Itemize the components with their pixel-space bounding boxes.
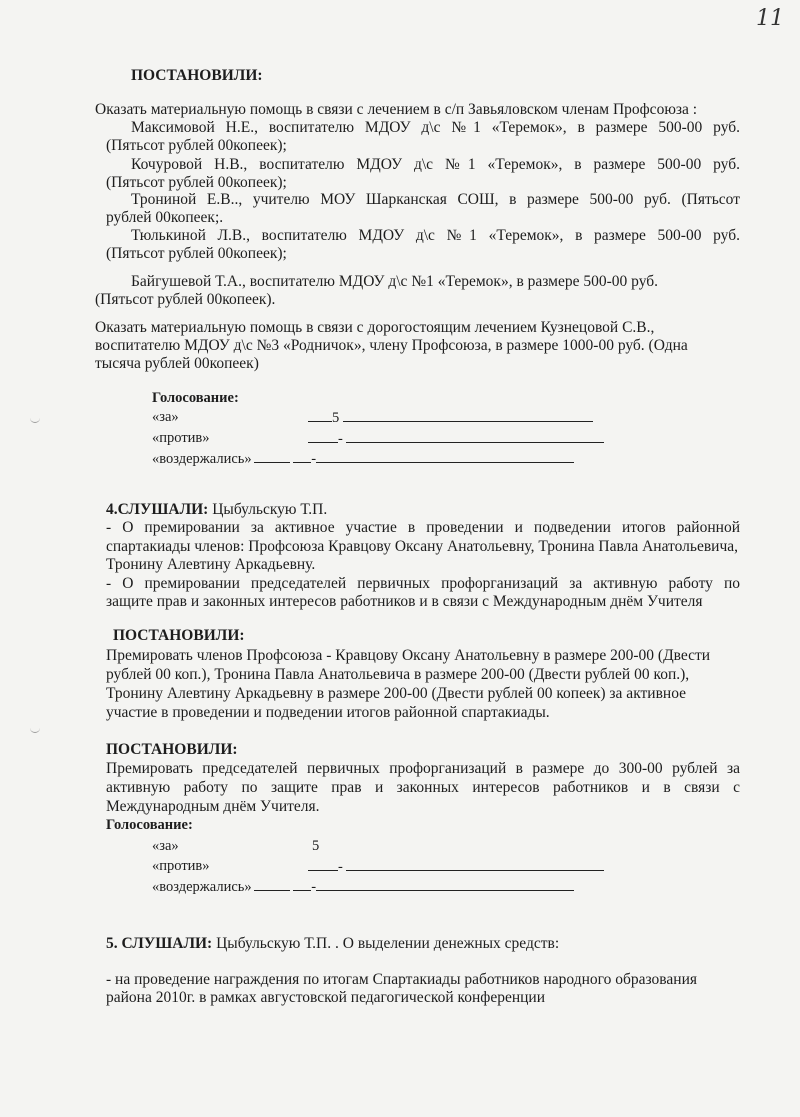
- paragraph-line: защите прав и законных интересов работников и в связи с Международным днём Учителя: [106, 593, 703, 610]
- vote-for-label: «за»: [152, 838, 179, 854]
- vote-abstain-value: -: [311, 451, 317, 467]
- page-number: 11: [756, 6, 784, 31]
- margin-mark: [30, 728, 40, 733]
- vote-line: [254, 450, 290, 463]
- vote-against-label: «против»: [152, 430, 210, 446]
- paragraph-line: спартакиады членов: Профсоюза Кравцову Оксану Анатольевну, Тронина Павла Анатольевича,: [106, 538, 739, 555]
- vote-line: [316, 450, 574, 463]
- vote-for-row: [308, 409, 593, 427]
- vote-abstain-value: -: [311, 879, 317, 895]
- vote-abstain-label: «воздержались»: [152, 451, 252, 467]
- vote-heading: Голосование:: [106, 817, 193, 833]
- vote-for-value: 5: [332, 410, 340, 426]
- vote-line: [308, 409, 332, 422]
- section-heading: ПОСТАНОВИЛИ:: [113, 627, 245, 644]
- vote-line: [293, 450, 311, 463]
- heard-label: СЛУШАЛИ:: [117, 501, 209, 518]
- vote-line: [254, 878, 290, 891]
- vote-line: [346, 858, 604, 871]
- list-item-line: рублей 00копеек;.: [106, 209, 224, 226]
- paragraph-line: участие в проведении и подведении итогов районной спартакиады.: [106, 704, 550, 721]
- list-item-line: (Пятьсот рублей 00копеек);: [106, 137, 287, 154]
- list-item-line: Кочуровой Н.В., воспитателю МДОУ д\с №1 «Теремок», в размере 500-00 руб.: [131, 156, 740, 173]
- vote-against-row: [308, 858, 604, 876]
- list-item-line: Максимовой Н.Е., воспитателю МДОУ д\с №1 «Теремок», в размере 500-00 руб.: [131, 119, 740, 136]
- vote-line: [308, 430, 338, 443]
- paragraph-line: Премировать председателей первичных профорганизаций в размере до 300-00 рублей за: [106, 760, 740, 777]
- vote-line: [316, 878, 574, 891]
- vote-line: [308, 858, 338, 871]
- paragraph-line: - О премировании за активное участие в проведении и подведении итогов районной: [106, 519, 740, 536]
- vote-against-value: -: [338, 431, 343, 447]
- section-heading: ПОСТАНОВИЛИ:: [131, 67, 263, 84]
- paragraph-line: - О премировании председателей первичных профорганизаций за активную работу по: [106, 575, 740, 592]
- paragraph-line: района 2010г. в рамках августовской педагогической конференции: [106, 989, 546, 1006]
- paragraph-line: Международным днём Учителя.: [106, 798, 320, 815]
- vote-heading: Голосование:: [152, 390, 239, 406]
- section-4-heard: [106, 500, 327, 519]
- section-intro: [95, 100, 697, 119]
- vote-against-value: -: [338, 859, 343, 875]
- paragraph-line: тысяча рублей 00копеек): [95, 355, 259, 372]
- list-item-line: (Пятьсот рублей 00копеек);: [106, 174, 287, 191]
- vote-against-row: [308, 430, 604, 448]
- paragraph-line: рублей 00 коп.), Тронина Павла Анатольевича в размере 200-00 (Двести рублей 00 коп.),: [106, 666, 690, 683]
- vote-abstain-label: «воздержались»: [152, 879, 252, 895]
- vote-line: [346, 430, 604, 443]
- list-item-line: (Пятьсот рублей 00копеек);: [106, 245, 287, 262]
- list-item-line: Тюлькиной Л.В., воспитателю МДОУ д\с №1 «Теремок», в размере 500-00 руб.: [131, 227, 740, 244]
- list-item-line: Трониной Е.В.., учителю МОУ Шарканская СОШ, в размере 500-00 руб. (Пятьсот: [131, 191, 740, 208]
- vote-for-label: «за»: [152, 409, 179, 425]
- margin-mark: [30, 418, 40, 423]
- paragraph-line: Тронину Алевтину Аркадьевну.: [106, 556, 316, 573]
- section-heading: ПОСТАНОВИЛИ:: [106, 741, 238, 758]
- list-item-line: Байгушевой Т.А., воспитателю МДОУ д\с №1 «Теремок», в размере 500-00 руб.: [131, 273, 659, 290]
- paragraph-line: Оказать материальную помощь в связи с дорогостоящим лечением Кузнецовой С.В.,: [95, 319, 655, 336]
- paragraph-line: активную работу по защите прав и законных интересов работников и в связи с: [106, 779, 740, 796]
- vote-line: [293, 878, 311, 891]
- section-number: 4.: [106, 501, 118, 518]
- section-intro-text: Оказать материальную помощь в связи с лечением в с/п Завьяловском членам Профсоюза :: [95, 101, 698, 118]
- paragraph-line: Премировать членов Профсоюза - Кравцову Оксану Анатольевну в размере 200-00 (Двести: [106, 647, 711, 664]
- vote-abstain-row: [152, 450, 574, 468]
- paragraph-line: - на проведение награждения по итогам Спартакиады работников народного образования: [106, 971, 697, 988]
- heard-text: Цыбульскую Т.П. . О выделении денежных средств:: [216, 935, 560, 952]
- paragraph-line: воспитателю МДОУ д\с №3 «Родничок», члену Профсоюза, в размере 1000-00 руб. (Одна: [95, 337, 688, 354]
- vote-against-label: «против»: [152, 858, 210, 874]
- paragraph-line: Тронину Алевтину Аркадьевну в размере 200-00 (Двести рублей 00 копеек) за активное: [106, 685, 687, 702]
- vote-for-value: 5: [312, 838, 320, 854]
- heard-label: СЛУШАЛИ:: [121, 935, 213, 952]
- section-number: 5.: [106, 935, 118, 952]
- list-item-line: (Пятьсот рублей 00копеек).: [95, 291, 276, 308]
- vote-line: [343, 409, 593, 422]
- vote-abstain-row: [152, 878, 574, 896]
- heard-name: Цыбульскую Т.П.: [212, 501, 328, 518]
- section-5-heard: [106, 934, 559, 953]
